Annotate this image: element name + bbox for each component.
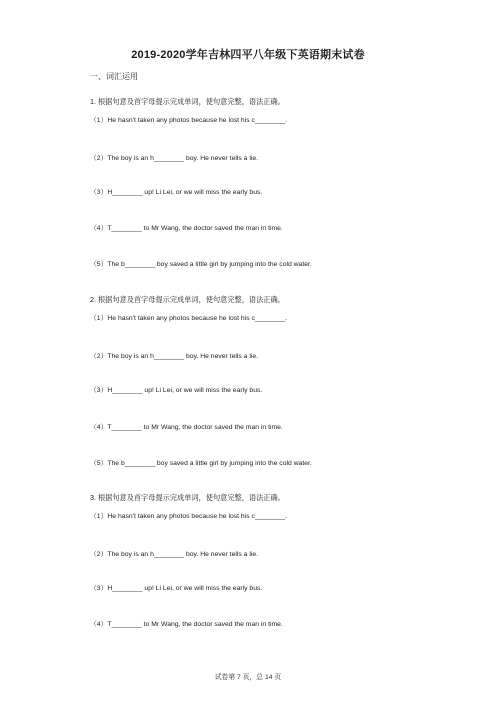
question-2-item-3: （3）H________ up! Li Lei, or we will miss the early bus.: [90, 387, 263, 394]
question-3-item-3: （3）H________ up! Li Lei, or we will miss the early bus.: [90, 585, 263, 592]
question-3-item-4: （4）T________ to Mr Wang, the doctor saved the man in time.: [90, 621, 283, 628]
page-title: 2019-2020学年吉林四平八年级下英语期末试卷: [131, 49, 365, 61]
page-footer: 试卷第 7 页，总 14 页: [214, 674, 282, 681]
question-2-item-5: （5）The b________ boy saved a little girl by jumping into the cold water.: [90, 460, 312, 467]
question-3-item-2: （2）The boy is an h________ boy. He never tells a lie.: [90, 551, 259, 558]
question-3-stem: 3. 根据句意及首字母提示完成单词，使句意完整，语法正确。: [90, 493, 285, 502]
question-2-item-4: （4）T________ to Mr Wang, the doctor saved the man in time.: [90, 424, 283, 431]
question-1-item-3: （3）H________ up! Li Lei, or we will miss the early bus.: [90, 189, 263, 196]
question-1-stem: 1. 根据句意及首字母提示完成单词，使句意完整，语法正确。: [90, 97, 285, 106]
section-heading: 一、词汇运用: [90, 72, 138, 81]
question-2-item-1: （1）He hasn't taken any photos because he lost his c________.: [90, 315, 288, 322]
question-1-item-4: （4）T________ to Mr Wang, the doctor saved the man in time.: [90, 225, 283, 232]
question-3-item-1: （1）He hasn't taken any photos because he lost his c________.: [90, 513, 288, 520]
question-2-item-2: （2）The boy is an h________ boy. He never tells a lie.: [90, 353, 259, 360]
question-2-stem: 2. 根据句意及首字母提示完成单词，使句意完整，语法正确。: [90, 295, 285, 304]
question-1-item-1: （1）He hasn't taken any photos because he lost his c________.: [90, 117, 288, 124]
question-1-item-5: （5）The b________ boy saved a little girl by jumping into the cold water.: [90, 261, 312, 268]
question-1-item-2: （2）The boy is an h________ boy. He never tells a lie.: [90, 155, 259, 162]
